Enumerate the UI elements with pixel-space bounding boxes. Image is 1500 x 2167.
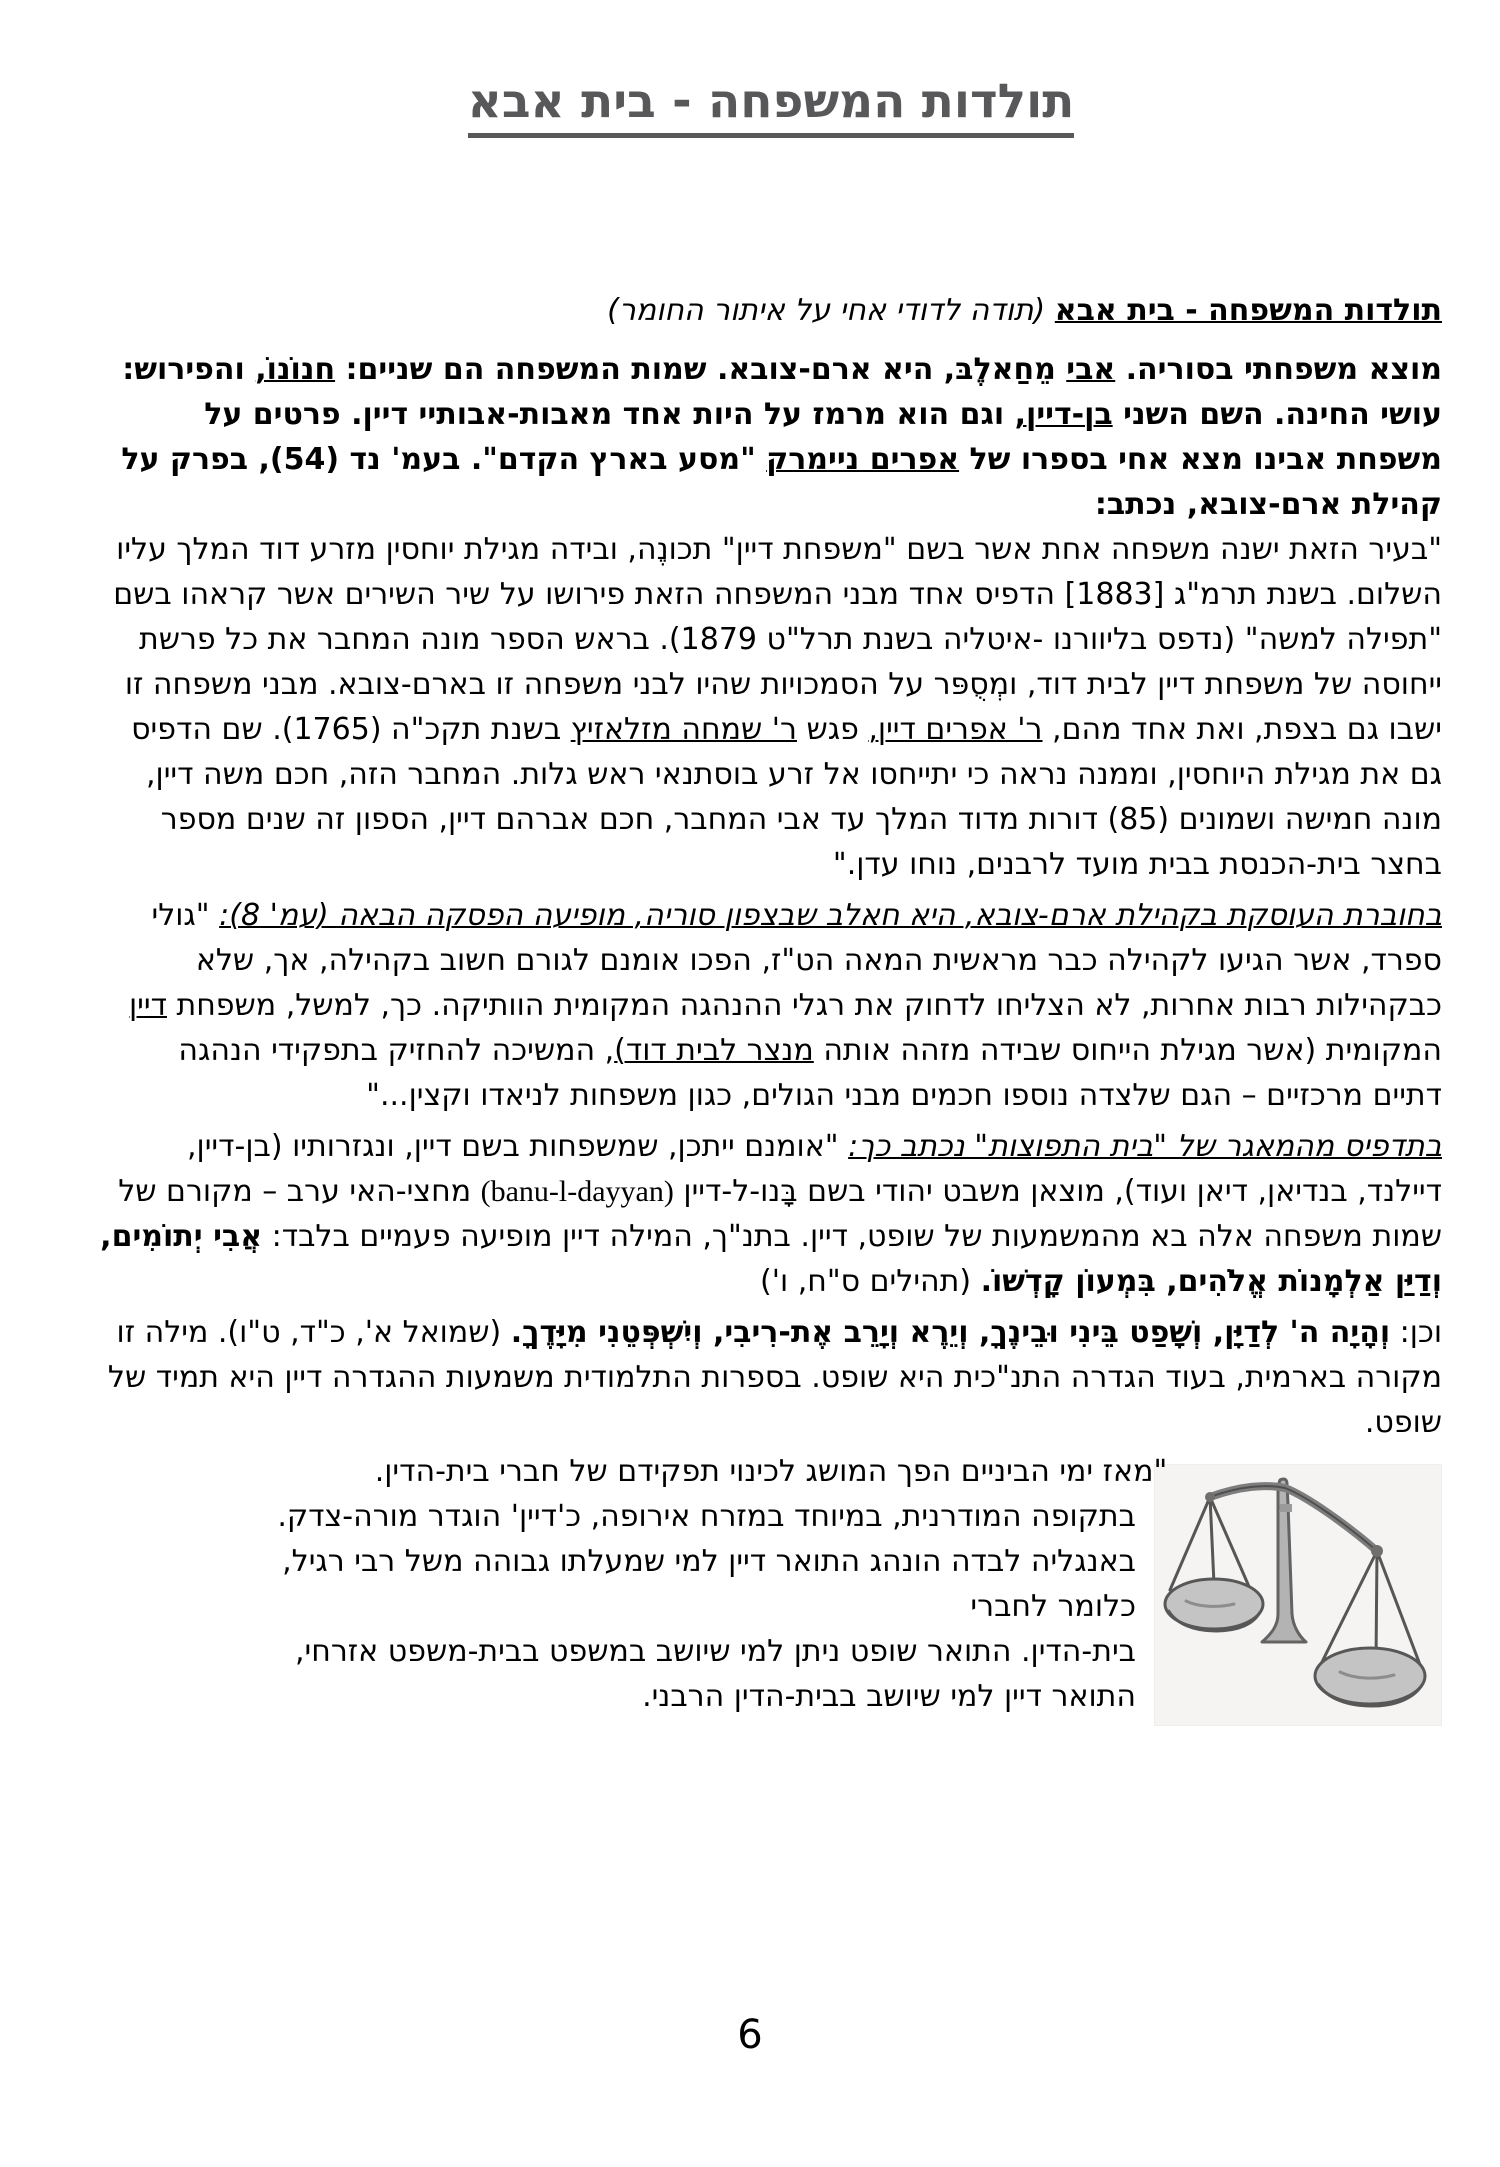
closing-line: בתקופה המודרנית, במיוחד במזרח אירופה, כ'דיין' הוגדר מורה-צדק.: [277, 1499, 1136, 1535]
page-title: תולדות המשפחה - בית אבא: [468, 75, 1075, 138]
title-block: [100, 75, 1442, 138]
booklet-intro: בחוברת העוסקת בקהילת ארם-צובא, היא חאלב שבצפון סוריה, מופיעה הפסקה הבאה (עמ' 8):: [219, 898, 1442, 934]
page-number: 6: [737, 2012, 763, 2058]
intro-underline-avi: אבי: [1066, 352, 1116, 388]
right-hook: [1371, 1545, 1383, 1557]
samuel-verse: וְהָיָה ה' לְדַיָּן, וְשָׁפַט בֵּינִי וּבֵינֶךָ, וְיֵרֶא וְיָרֵב אֶת-רִיבִי, וְיִשְׁפְּטֵנִי מִיָּדֶךָ.: [510, 1315, 1391, 1351]
samuel-verse-paragraph: וכן: וְהָיָה ה' לְדַיָּן, וְשָׁפַט בֵּינִי וּבֵינֶךָ, וְיֵרֶא וְיָרֵב אֶת-רִיבִי, וְיִשְׁפְּטֵנִי מִיָּדֶךָ. (שמואל א', כ"ד, ט"ו). מילה זו מקורה בארמית, בעוד הגדרה התנ"כית היא שופט. בספרות התלמודית משמעות ההגדרה דיין היא תמיד של שופט.: [107, 1315, 1442, 1441]
closing-line: בית-הדין. התואר שופט ניתן למי שיושב במשפט בבית-משפט אזרחי,: [295, 1634, 1136, 1670]
quote-underline-simcha: ר' שמחה מזלאזיץ: [570, 712, 797, 748]
diaspora-intro: בתדפיס מהמאגר של "בית התפוצות" נכתב כך:: [848, 1129, 1442, 1165]
scales-post-collar: [1279, 1504, 1292, 1512]
intro-underline-neumark: אפרים ניימרק: [766, 442, 960, 478]
booklet-underline-dayan: דיין: [128, 988, 167, 1024]
booklet-underline-david-line: מנצר לבית דוד): [614, 1033, 814, 1069]
subtitle-line: [100, 288, 1442, 333]
diaspora-house-paragraph: בתדפיס מהמאגר של "בית התפוצות" נכתב כך: "אומנם ייתכן, שמשפחות בשם דיין, ונגזרותיו (בן-דיין, דיילנד, בנדיאן, דיאן ועוד), מוצאן משבט יהודי בשם בָּנו-ל-דיין (banu-l-dayyan) מחצי-האי ערב – מקורם של שמות משפחה אלה בא מהמשמעות של שופט, דיין. בתנ"ך, המילה דיין מופיעה פעמיים בלבד: אֲבִי יְתוֹמִים, וְדַיַּן אַלְמָנוֹת אֱלֹהִים, בִּמְעוֹן קָדְשׁוֹ. (תהילים ס"ח, ו'): [100, 1129, 1442, 1300]
closing-line: התואר דיין למי שיושב בבית-הדין הרבני.: [642, 1679, 1136, 1715]
scales-sketch-image: [1154, 1464, 1442, 1726]
subtitle-credit: (תודה לדודי אחי על איתור החומר): [607, 293, 1055, 329]
intro-underline-ben-dayan: בן-דיין,: [1014, 397, 1113, 433]
closing-line: באנגליה לבדה הונהג התואר דיין למי שמעלתו גבוהה משל רבי רגיל,: [282, 1544, 1136, 1580]
intro-paragraph: מוצא משפחתי בסוריה. אבי מֵחַאלֶבּ, היא ארם-צובא. שמות המשפחה הם שניים: חנוֹנוֹ, והפירוש: עושי החינה. השם השני בן-דיין, וגם הוא מרמז על היות אחד מאבות-אבותיי דיין. פרטים על משפחת אבינו מצא אחי בספרו של אפרים ניימרק "מסע בארץ הקדם". בעמ' נד (54), בפרק על קהילת ארם-צובא, נכתב:: [121, 352, 1442, 523]
latin-transliteration: (banu-l-dayyan): [480, 1175, 674, 1209]
closing-line: כלומר לחברי: [970, 1589, 1136, 1625]
page-content: [100, 0, 1442, 1732]
psalms-verse: אֲבִי יְתוֹמִים, וְדַיַּן אַלְמָנוֹת אֱלֹהִים, בִּמְעוֹן קָדְשׁוֹ.: [100, 1219, 1442, 1300]
left-hook: [1205, 1492, 1215, 1502]
quote-underline-ephraim-dayan: ר' אפרים דיין,: [868, 712, 1043, 748]
intro-text: מוצא משפחתי בסוריה.: [1115, 352, 1442, 388]
closing-rest: [100, 1494, 1442, 1719]
subtitle-heading: תולדות המשפחה - בית אבא: [1054, 293, 1442, 329]
quote-paragraph-aram-tsova: "בעיר הזאת ישנה משפחה אחת אשר בשם "משפחת דיין" תכונֶה, ובידה מגילת יוחסין מזרע דוד המלך עליו השלום. בשנת תרמ"ג [1883] הדפיס אחד מבני המשפחה הזאת פירושו על שיר השירים אשר קראהו בשם "תפילה למשה" (נדפס בליוורנו -איטליה בשנת תרל"ט 1879). בראש הספר מונה המחבר את כל פרשת ייחוסה של משפחת דיין לבית דוד, ומְסֻפּר על הסמכויות שהיו לבני משפחה זו בארם-צובא. מבני משפחה זו ישבו גם בצפת, ואת אחד מהם, ר' אפרים דיין, פגש ר' שמחה מזלאזיץ בשנת תקכ"ה (1765). שם הדפיס גם את מגילת היוחסין, וממנה נראה כי יתייחסו אל זרע בוסתנאי ראש גלות. המחבר הזה, חכם משה דיין, מונה חמישה ושמונים (85) דורות מדוד המלך עד אבי המחבר, חכם אברהם דיין, הספון זה שנים מספר בחצר בית-הכנסת בבית מועד לרבנים, נוחו עדן.": [113, 532, 1442, 883]
closing-first-line: "מאז ימי הביניים הפך המושג לכינוי תפקידם של חברי בית-הדין.: [374, 1454, 1168, 1490]
booklet-paragraph: בחוברת העוסקת בקהילת ארם-צובא, היא חאלב שבצפון סוריה, מופיעה הפסקה הבאה (עמ' 8): "גולי ספרד, אשר הגיעו לקהילה כבר מראשית המאה הט"ז, הפכו אומנם לגורם חשוב בקהילה, אך, שלא כבקהילות רבות אחרות, לא הצליחו לדחוק את רגלי ההנהגה המקומית הוותיקה. כך, למשל, משפחת דיין המקומית (אשר מגילת הייחוס שבידה מזהה אותה מנצר לבית דוד), המשיכה להחזיק בתפקידי הנהגה דתיים מרכזיים – הגם שלצדה נוספו חכמים מבני הגולים, כגון משפחות לניאדו וקצין...": [128, 898, 1442, 1114]
intro-underline-hanono: חנוֹנוֹ,: [255, 352, 336, 388]
closing-paragraph: [100, 1449, 1442, 1719]
